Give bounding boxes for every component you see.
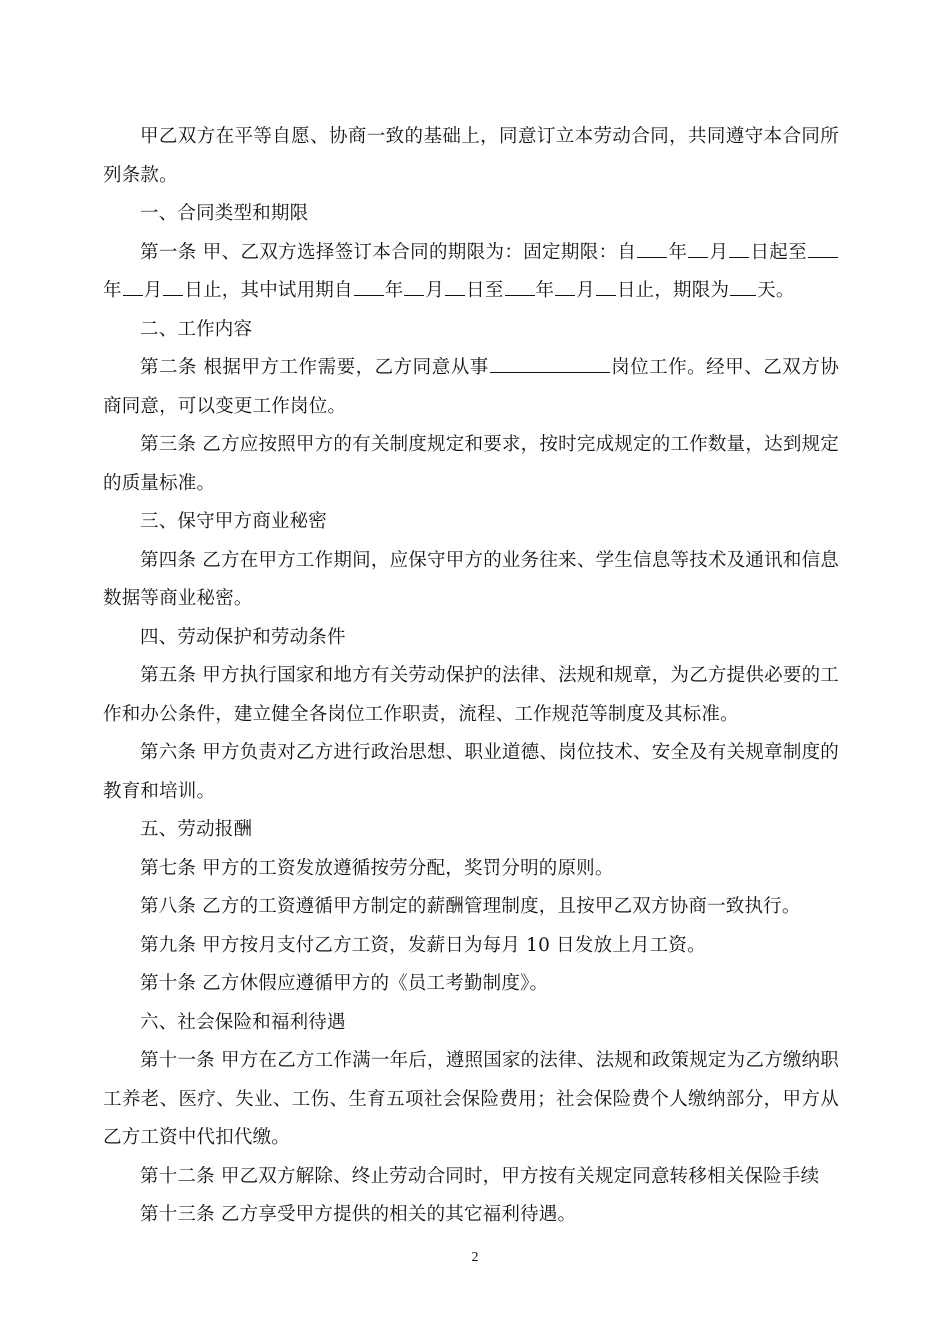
article-5: 第五条 甲方执行国家和地方有关劳动保护的法律、法规和规章，为乙方提供必要的工作和办公条件，建立健全各岗位工作职责，流程、工作规范等制度及其标准。 xyxy=(103,665,839,725)
article-1-text: 日止，期限为 xyxy=(616,280,730,301)
article-1-text: 月 xyxy=(709,241,729,263)
section-heading-remuneration: 五、劳动报酬 xyxy=(140,819,253,840)
article-1-text: 日起至 xyxy=(750,241,807,263)
blank-field xyxy=(505,276,535,296)
blank-field xyxy=(123,276,143,296)
article-3: 第三条 乙方应按照甲方的有关制度规定和要求，按时完成规定的工作数量，达到规定的质量标准。 xyxy=(103,434,839,494)
article-1-text: 月 xyxy=(425,280,445,301)
article-1-text: 年 xyxy=(103,280,122,301)
article-1-text: 日至 xyxy=(466,280,504,301)
section-heading-labor-protection: 四、劳动保护和劳动条件 xyxy=(140,626,346,648)
blank-field xyxy=(445,276,465,296)
contract-page-body xyxy=(103,118,839,1235)
section-heading-trade-secrets: 三、保守甲方商业秘密 xyxy=(140,511,328,532)
article-1-text: 月 xyxy=(576,280,595,301)
blank-field xyxy=(354,276,384,296)
article-1 xyxy=(103,234,839,311)
blank-field xyxy=(729,237,749,257)
article-2 xyxy=(103,349,839,426)
blank-field xyxy=(596,276,616,296)
article-9: 第九条 甲方按月支付乙方工资，发薪日为每月 10 日发放上月工资。 xyxy=(140,934,706,956)
article-1-text: 天。 xyxy=(757,280,795,301)
article-4: 第四条 乙方在甲方工作期间，应保守甲方的业务往来、学生信息等技术及通讯和信息数据等商业秘密。 xyxy=(103,549,839,609)
article-1-text: 日止，其中试用期自 xyxy=(184,280,353,301)
article-11: 第十一条 甲方在乙方工作满一年后，遵照国家的法律、法规和政策规定为乙方缴纳职工养老、医疗、失业、工伤、生育五项社会保险费用；社会保险费个人缴纳部分，甲方从乙方工资中代扣代缴。 xyxy=(103,1050,839,1148)
intro-paragraph: 甲乙双方在平等自愿、协商一致的基础上，同意订立本劳动合同，共同遵守本合同所列条款。 xyxy=(103,126,839,186)
section-heading-social-insurance: 六、社会保险和福利待遇 xyxy=(140,1011,346,1033)
article-6: 第六条 甲方负责对乙方进行政治思想、职业道德、岗位技术、安全及有关规章制度的教育和培训。 xyxy=(103,742,839,802)
article-7: 第七条 甲方的工资发放遵循按劳分配，奖罚分明的原则。 xyxy=(140,857,614,879)
article-13: 第十三条 乙方享受甲方提供的相关的其它福利待遇。 xyxy=(140,1204,577,1225)
page-number: 2 xyxy=(471,1250,479,1265)
blank-field xyxy=(163,276,183,296)
blank-field xyxy=(555,276,575,296)
article-12: 第十二条 甲乙双方解除、终止劳动合同时，甲方按有关规定同意转移相关保险手续 xyxy=(140,1165,820,1187)
article-1-text: 年 xyxy=(668,241,688,263)
article-10: 第十条 乙方休假应遵循甲方的《员工考勤制度》。 xyxy=(140,973,549,994)
article-2-text: 第二条 根据甲方工作需要，乙方同意从事 xyxy=(140,357,489,378)
section-heading-work-content: 二、工作内容 xyxy=(140,318,253,340)
blank-field xyxy=(490,353,610,373)
blank-field xyxy=(808,237,838,257)
blank-field xyxy=(404,276,424,296)
article-1-text: 月 xyxy=(143,280,163,301)
article-1-text: 年 xyxy=(384,280,404,301)
section-heading-contract-term: 一、合同类型和期限 xyxy=(140,203,309,224)
blank-field xyxy=(637,237,667,257)
article-1-text: 第一条 甲、乙双方选择签订本合同的期限为：固定期限：自 xyxy=(140,241,637,263)
article-1-text: 年 xyxy=(535,280,555,301)
article-8: 第八条 乙方的工资遵循甲方制定的薪酬管理制度，且按甲乙双方协商一致执行。 xyxy=(140,896,801,917)
article-2-text: 岗位工作。经甲、乙双方协商同意，可以变更工作岗位。 xyxy=(103,357,840,417)
blank-field xyxy=(688,237,708,257)
blank-field xyxy=(730,276,756,296)
